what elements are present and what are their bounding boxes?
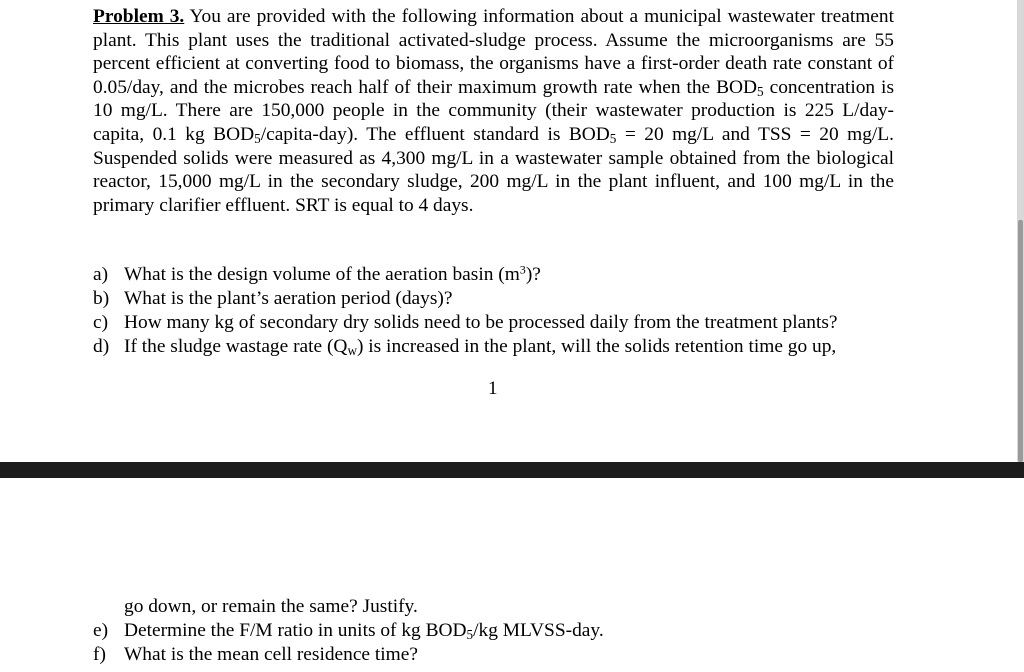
scrollbar-thumb[interactable] xyxy=(1018,220,1023,462)
problem-statement: Problem 3. You are provided with the following information about a municipal wastewater treatment plant. This plant uses the traditional activated-sludge process. Assume the microorganisms are 55 percent efficient at converting food to biomass, the organisms have a first-order death rate constant of 0.05/day, and the microbes reach half of their maximum growth rate when the $BOD_5$ concentration is 10 mg/L. There are 150,000 people in the community (their wastewater production is 225 L/day-capita, 0.1 kg $BOD_5/capita-day$). The effluent standard is $BOD_5 = 20$ mg/L and TSS = 20 mg/L. Suspended solids were measured as 4,300 mg/L in a wastewater sample obtained from the biological reactor, 15,000 mg/L in the secondary sludge, 200 mg/L in the plant influent, and 100 mg/L in the primary clarifier effluent. SRT is equal to 4 days. xyxy=(93,6,894,216)
question-e: e) Determine the F/M ratio in units of kg $BOD_5/kg$ MLVSS-day. xyxy=(93,620,604,642)
question-c: c) How many kg of secondary dry solids need to be processed daily from the treatment plants? xyxy=(93,312,838,333)
question-list xyxy=(93,263,913,359)
question-list-page-2 xyxy=(93,619,913,667)
problem-title: Problem 3. xyxy=(93,6,185,27)
question-b: b) What is the plant’s aeration period (days)? xyxy=(93,288,453,309)
question-f: f) What is the mean cell residence time? xyxy=(93,644,418,665)
question-d-continuation: go down, or remain the same? Justify. xyxy=(124,596,418,617)
question-d: d) If the sludge wastage rate $(Q_w)$ is increased in the plant, will the solids retention time go up, xyxy=(93,336,837,358)
page-separator xyxy=(0,462,1024,478)
question-a: a) What is the design volume of the aeration basin $(m^3)$? xyxy=(93,262,541,285)
page-number: 1 xyxy=(488,378,498,399)
